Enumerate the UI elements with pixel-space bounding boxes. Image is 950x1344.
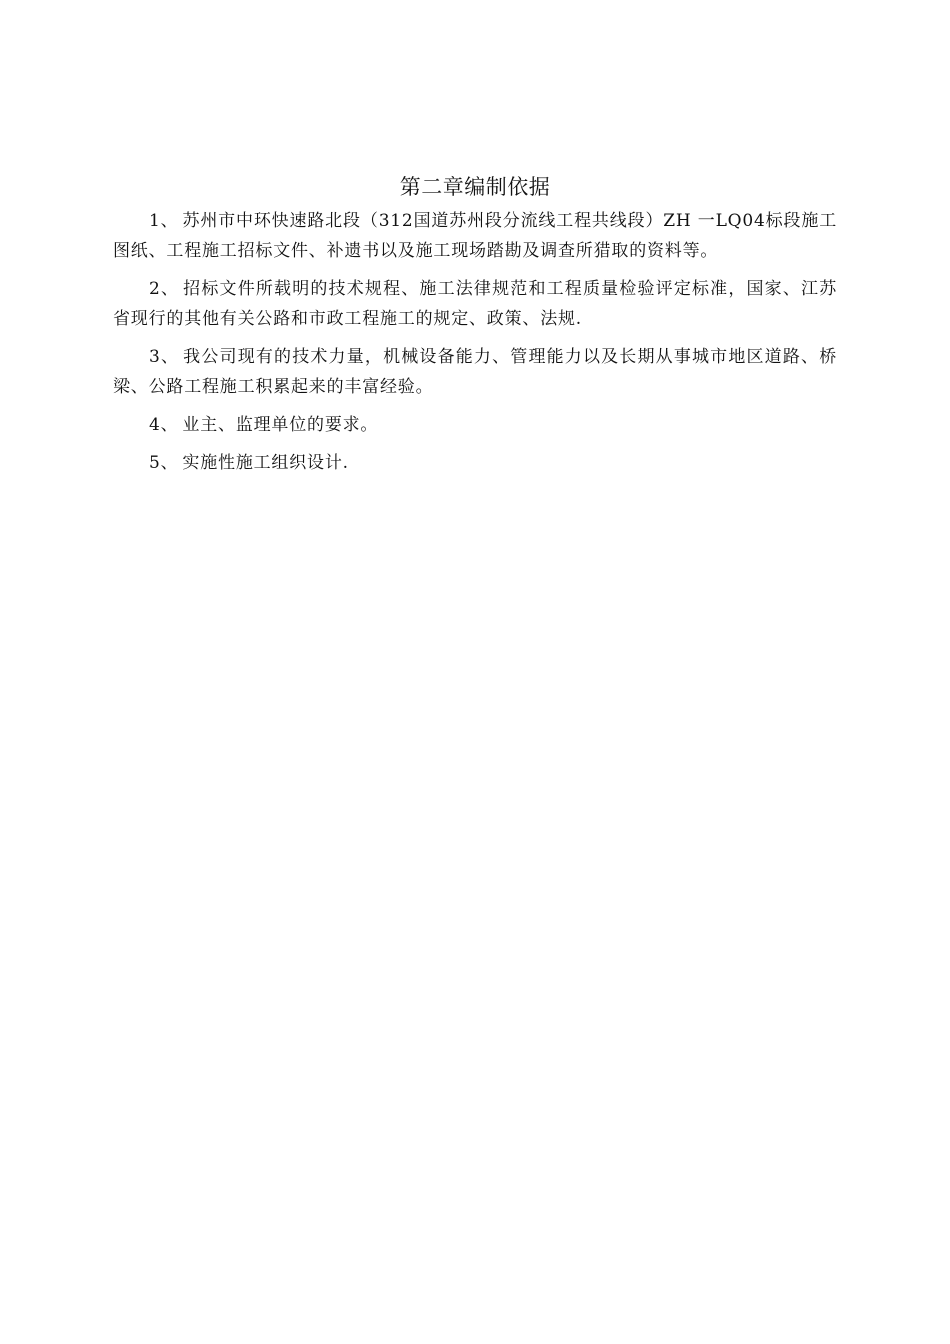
item-number: 4、 — [149, 415, 179, 435]
basis-item-5 — [113, 448, 837, 478]
basis-item-1 — [113, 206, 837, 266]
document-body — [113, 170, 837, 486]
item-text: 招标文件所载明的技术规程、施工法律规范和工程质量检验评定标准，国家、江苏省现行的其他有关公路和市政工程施工的规定、政策、法规. — [113, 279, 837, 329]
item-number: 1、 — [149, 211, 179, 231]
basis-item-3 — [113, 342, 837, 402]
item-number: 2、 — [149, 279, 180, 299]
item-number: 5、 — [149, 453, 179, 473]
item-text: 我公司现有的技术力量，机械设备能力、管理能力以及长期从事城市地区道路、桥梁、公路工程施工积累起来的丰富经验。 — [113, 347, 837, 397]
basis-item-4 — [113, 410, 837, 440]
item-text: 苏州市中环快速路北段（312国道苏州段分流线工程共线段）ZH 一LQ04标段施工图纸、工程施工招标文件、补遗书以及施工现场踏勘及调查所猎取的资料等。 — [113, 211, 837, 261]
chapter-title: 第二章编制依据 — [399, 175, 551, 199]
item-text: 实施性施工组织设计. — [182, 453, 349, 473]
item-number: 3、 — [149, 347, 180, 367]
item-text: 业主、监理单位的要求。 — [182, 415, 379, 435]
basis-item-2 — [113, 274, 837, 334]
